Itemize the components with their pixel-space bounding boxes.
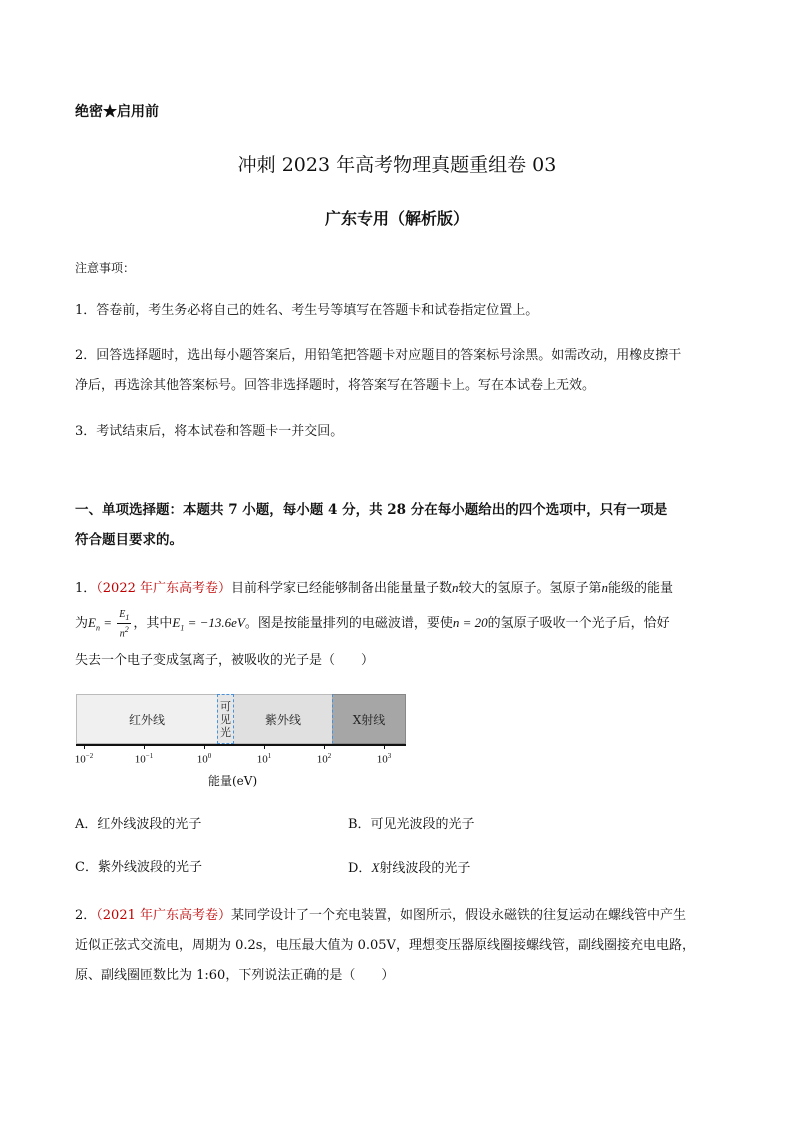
axis-tick-label: $10^0$ (196, 752, 212, 766)
notice-item-1: 1．答卷前，考生务必将自己的姓名、考生号等填写在答题卡和试卷指定位置上。 (75, 303, 539, 318)
band-ultraviolet: 紫外线 (234, 694, 332, 744)
q1-option-c[interactable]: C．紫外线波段的光子 (75, 860, 202, 875)
q1-option-d[interactable]: D．X射线波段的光子 (348, 860, 471, 876)
q1-text: 目前科学家已经能够制备出能量量子数 (231, 581, 453, 596)
axis-tick (144, 744, 145, 749)
q2-line-1 (75, 904, 686, 928)
axis-tick (384, 744, 385, 749)
q1-text: 。图是按能量排列的电磁波谱，要使 (244, 616, 453, 632)
axis-tick (204, 744, 205, 749)
axis-tick-label: $10^3$ (376, 752, 392, 766)
axis-label: 能量(eV) (208, 774, 258, 788)
axis-tick (324, 744, 325, 749)
q2-number: 2． (75, 908, 97, 923)
notice-item-3: 3．考试结束后，将本试卷和答题卡一并交回。 (75, 424, 344, 439)
q1-number: 1． (75, 581, 97, 596)
axis-tick (264, 744, 265, 749)
axis-tick-label: $10^{-2}$ (74, 752, 94, 766)
band-visible-char: 光 (220, 725, 231, 739)
band-visible-char: 见 (220, 712, 231, 726)
q1-line-2 (75, 609, 670, 641)
q1-var-n: n (452, 615, 460, 631)
q1-text: 的氢原子吸收一个光子后，恰好 (487, 616, 670, 632)
notice-item-2-line-1: 2．回答选择题时，选出每小题答案后，用铅笔把答题卡对应题目的答案标号涂黑。如需改动，用橡皮擦干 (75, 348, 682, 363)
band-visible-char: 可 (220, 699, 231, 713)
q1-line-3: 失去一个电子变成氢离子，被吸收的光子是（ ） (75, 653, 375, 668)
q1-var-n: n (452, 580, 459, 595)
n-value: = 20 (459, 615, 488, 631)
q2-line-3: 原、副线圈匝数比为 1:60，下列说法正确的是（ ） (75, 968, 395, 983)
em-spectrum-chart (76, 694, 406, 794)
band-xray: X射线 (332, 694, 406, 744)
q1-option-a[interactable]: A．红外线波段的光子 (75, 817, 202, 832)
q1-text: 为 (75, 616, 89, 632)
axis-tick-label: $10^1$ (256, 752, 272, 766)
page-title: 冲刺 2023 年高考物理真题重组卷 03 (237, 154, 557, 176)
e1-formula: $E_1$ (172, 615, 185, 633)
axis-tick (84, 744, 85, 749)
q1-option-b[interactable]: B．可见光波段的光子 (348, 817, 475, 832)
q1-source: （2022 年广东高考卷） (96, 581, 231, 596)
band-infrared: 红外线 (76, 694, 217, 744)
section-heading-line-2: 符合题目要求的。 (75, 532, 183, 548)
q2-source: （2021 年广东高考卷） (96, 908, 231, 923)
confidential-mark: 绝密★启用前 (75, 104, 159, 120)
q1-text: 较大的氢原子。氢原子第 (458, 581, 602, 596)
q1-line-1 (75, 576, 673, 601)
energy-formula: $E_n$ = $\frac{E_1}{n^2}$ (88, 609, 130, 640)
band-visible (217, 694, 234, 744)
section-heading-line-1: 一、单项选择题：本题共 7 小题，每小题 4 分，共 28 分在每小题给出的四个选项中，只有一项是 (75, 502, 668, 518)
q2-text: 某同学设计了一个充电装置，如图所示，假设永磁铁的往复运动在螺线管中产生 (231, 908, 687, 923)
q1-text: 能级的能量 (608, 581, 674, 596)
e1-value: = −13.6eV (184, 615, 245, 631)
q1-text: ，其中 (133, 616, 173, 632)
q1-var-n: n (601, 580, 609, 595)
page-subtitle: 广东专用（解析版） (324, 209, 469, 228)
notice-label: 注意事项： (75, 261, 136, 275)
formula-fraction: $\frac{E_1}{n^2}$ (119, 609, 130, 640)
axis-tick-label: $10^2$ (316, 752, 332, 766)
notice-item-2-line-2: 净后，再选涂其他答案标号。回答非选择题时，将答案写在答题卡上。写在本试卷上无效。 (75, 378, 596, 393)
axis-tick-label: $10^{-1}$ (134, 752, 154, 766)
q2-line-2: 近似正弦式交流电，周期为 0.2s，电压最大值为 0.05V，理想变压器原线圈接螺线管，副线圈接充电电路， (75, 938, 695, 953)
energy-axis (76, 744, 406, 746)
